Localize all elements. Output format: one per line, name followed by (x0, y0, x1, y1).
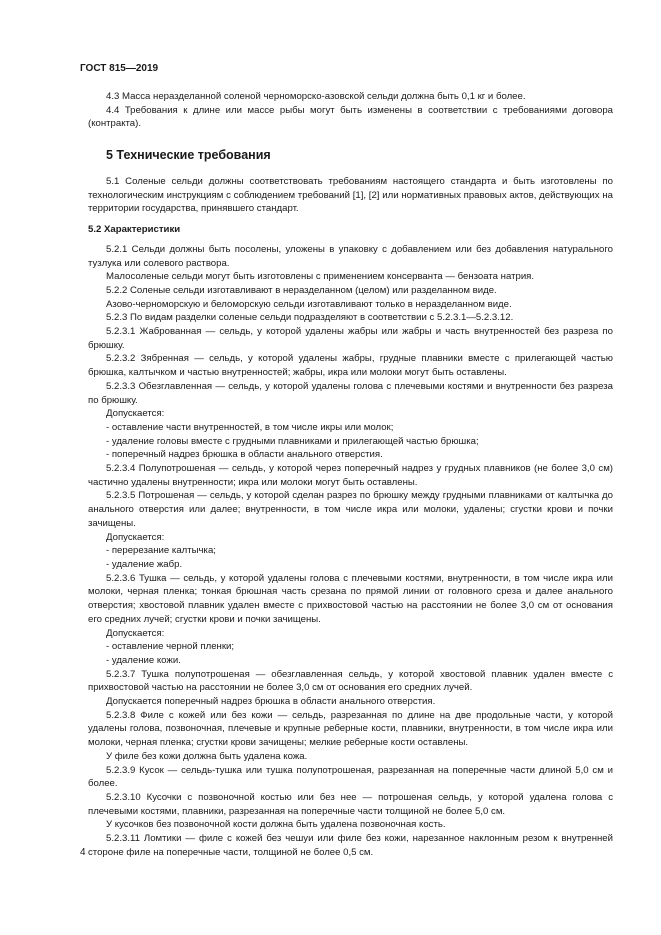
paragraph-5-1: 5.1 Соленые сельди должны соответствовать требованиям настоящего стандарта и быть изготовлены по технологическим инструкциям с соблюдением требований [1], [2] или нормативных правовых актов, действующих на территории государства, принявшего стандарт. (88, 176, 613, 215)
paragraph: У филе без кожи должна быть удалена кожа. (106, 750, 308, 762)
paragraph-5-2-3-7: 5.2.3.7 Тушка полупотрошеная — обезглавленная сельдь, у которой хвостовой плавник удален вместе с прихвостовой частью на расстоянии не более 3,0 см от основания его средних лучей. (88, 668, 613, 694)
list-item: - удаление жабр. (106, 558, 183, 570)
paragraph-5-2-2: 5.2.2 Соленые сельди изготавливают в неразделанном (целом) или разделанном виде. (106, 284, 497, 296)
paragraph-5-2-3: 5.2.3 По видам разделки соленые сельди подразделяют в соответствии с 5.2.3.1—5.2.3.12. (106, 312, 514, 324)
list-item: - поперечный надрез брюшка в области анального отверстия. (106, 449, 383, 461)
list-item: - оставление черной пленки; (106, 641, 235, 653)
allowance-label: Допускается: (106, 408, 165, 420)
list-item: - оставление части внутренностей, в том числе икры или молок; (106, 421, 394, 433)
list-item: - удаление головы вместе с грудными плавниками и прилегающей частью брюшка; (106, 435, 479, 447)
paragraph-5-2-3-2: 5.2.3.2 Зябренная — сельдь, у которой удалены жабры, грудные плавники вместе с прилегающей частью брюшка, калтычком и частью внутренностей; жабры, икра или молоки могут быть оставлены. (88, 353, 613, 379)
paragraph: Азово-черноморскую и беломорскую сельди изготавливают только в неразделанном виде. (106, 298, 512, 310)
list-item: - перерезание калтычка; (106, 545, 216, 557)
paragraph-5-2-3-4: 5.2.3.4 Полупотрошеная — сельдь, у которой через поперечный надрез у грудных плавников (не более 3,0 см) частично удалены внутренности; икра или молоки могут быть оставлены. (88, 463, 613, 488)
top-paragraphs (88, 90, 613, 131)
paragraph-5-2-3-10: 5.2.3.10 Кусочки с позвоночной костью или без нее — потрошеная сельдь, у которой удалена голова с плечевыми костями, плавники, разрезанная на поперечные части толщиной не более 5,0 см. (88, 791, 613, 817)
page-number: 4 (80, 847, 86, 858)
paragraph-5-2-3-6: 5.2.3.6 Тушка — сельдь, у которой удалены голова с плечевыми костями, внутренности, в том числе икра или молоки, черная пленка; тонкая брюшная часть срезана по прямой линии от головного среза и далее анального отверстия; хвостовой плавник удален вместе с прихвостовой частью на расстоянии не более 3,0 см от основания его средних лучей; сгустки крови и почки зачищены. (88, 572, 613, 625)
allowance-label: Допускается: (106, 531, 165, 543)
paragraph-5-2-3-5: 5.2.3.5 Потрошеная — сельдь, у которой сделан разрез по брюшку между грудными плавниками от калтычка до анального отверстия или далее; внутренности, в том числе икра или молоки, удалены; сгустки крови и почки зачищены. (88, 490, 613, 529)
paragraph: Малосоленые сельди могут быть изготовлены с применением консерванта — бензоата натрия. (106, 271, 535, 283)
paragraph-5-2-1: 5.2.1 Сельди должны быть посолены, уложены в упаковку с добавлением или без добавления натурального тузлука или солевого раствора. (88, 243, 613, 269)
paragraph: Допускается поперечный надрез брюшка в области анального отверстия. (106, 696, 436, 708)
document-header: ГОСТ 815—2019 (80, 63, 159, 74)
paragraph-4-3: 4.3 Масса неразделанной соленой черноморско-азовской сельди должна быть 0,1 кг и более. (106, 91, 526, 102)
paragraph-5-2-3-9: 5.2.3.9 Кусок — сельдь-тушка или тушка полупотрошеная, разрезанная на поперечные части длиной 5,0 см и более. (88, 764, 613, 790)
paragraph: У кусочков без позвоночной кости должна быть удалена позвоночная кость. (106, 819, 446, 831)
section-5 (88, 147, 613, 859)
section-title: 5 Технические требования (106, 148, 271, 162)
allowance-label: Допускается: (106, 627, 165, 639)
paragraph-5-2-3-8: 5.2.3.8 Филе с кожей или без кожи — сельдь, разрезанная по длине на две продольные части, у которой удалены голова, позвоночная, плечевые и крупные реберные кости, плавники, внутренности, в том числе икра или молоки, черная пленка; сгустки крови зачищены; мелкие реберные кости оставлены. (88, 709, 613, 749)
paragraph-4-4: 4.4 Требования к длине или массе рыбы могут быть изменены в соответствии с требованиями договора (контракта). (88, 104, 613, 130)
paragraph-5-2-3-1: 5.2.3.1 Жаброванная — сельдь, у которой удалены жабры или жабры и часть внутренностей без разреза по брюшку. (88, 326, 613, 351)
paragraph-5-2-3-3: 5.2.3.3 Обезглавленная — сельдь, у которой удалены голова с плечевыми костями и внутренности без разреза по брюшку. (88, 380, 613, 406)
list-item: - удаление кожи. (106, 654, 181, 666)
paragraph-5-2-3-11: 5.2.3.11 Ломтики — филе с кожей без чешуи или филе без кожи, нарезанное наклонным резом к внутренней стороне филе на поперечные части, толщиной не более 0,5 см. (88, 833, 613, 858)
subsection-title: 5.2 Характеристики (88, 224, 181, 236)
